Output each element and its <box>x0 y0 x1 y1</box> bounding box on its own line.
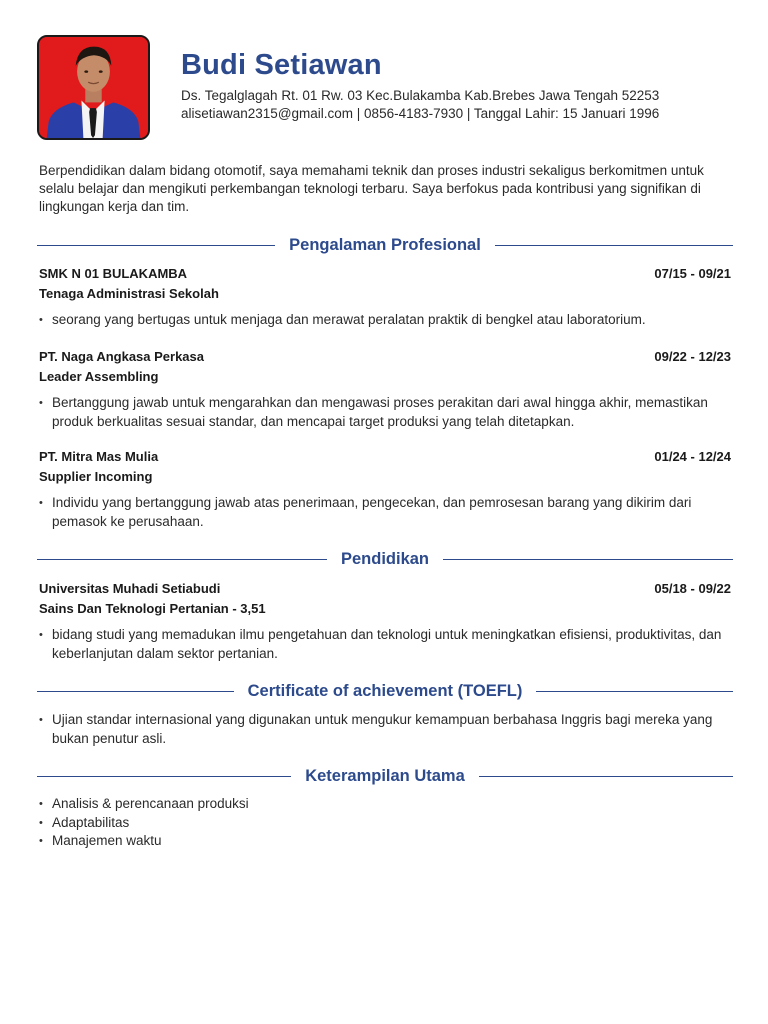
divider <box>479 776 733 777</box>
divider <box>37 691 234 692</box>
date-range: 01/24 - 12/24 <box>654 449 731 464</box>
section-title: Keterampilan Utama <box>305 766 465 785</box>
bullet-item: • bidang studi yang memadukan ilmu pengetahuan dan teknologi untuk meningkatkan efisiensi, produktivitas, dan keberlanjutan dalam sektor pertanian. <box>39 626 731 663</box>
education-bullets <box>39 626 731 663</box>
organization: PT. Mitra Mas Mulia <box>39 449 159 464</box>
organization: PT. Naga Angkasa Perkasa <box>39 349 204 364</box>
bullet-item: • Ujian standar internasional yang digunakan untuk mengukur kemampuan berbahasa Inggris bagi mereka yang bukan penutur asli. <box>39 711 731 748</box>
organization: SMK N 01 BULAKAMBA <box>39 266 188 281</box>
candidate-name: Budi Setiawan <box>181 49 382 81</box>
divider <box>443 559 733 560</box>
section-skills-heading <box>37 765 733 787</box>
experience-entry <box>39 449 731 484</box>
experience-entry <box>39 349 731 384</box>
skill-item: • Adaptabilitas <box>39 814 731 833</box>
bullet-item: • Individu yang bertanggung jawab atas penerimaan, pengecekan, dan pemrosesan barang yang dikirim dari pemasok ke perusahaan. <box>39 494 731 531</box>
experience-bullets <box>39 394 731 431</box>
job-title: Leader Assembling <box>39 369 159 384</box>
institution: Universitas Muhadi Setiabudi <box>39 581 221 596</box>
person-portrait-icon <box>39 37 148 138</box>
section-title: Pendidikan <box>340 549 430 568</box>
bullet-item: • seorang yang bertugas untuk menjaga dan merawat peralatan praktik di bengkel atau laboratorium. <box>39 311 731 330</box>
profile-photo <box>37 35 150 140</box>
divider <box>536 691 733 692</box>
degree: Sains Dan Teknologi Pertanian - 3,51 <box>39 601 266 616</box>
profile-summary: Berpendidikan dalam bidang otomotif, saya memahami teknik dan proses industri sekaligus berkomitmen untuk selalu belajar dan mengikuti perkembangan teknologi terbaru. Saya berfokus pada kontribusi yang signifikan di lingkungan kerja dan tim. <box>39 163 704 214</box>
divider <box>495 245 733 246</box>
section-title: Certificate of achievement (TOEFL) <box>247 681 523 700</box>
date-range: 05/18 - 09/22 <box>654 581 731 596</box>
job-title: Supplier Incoming <box>39 469 153 484</box>
section-title: Pengalaman Profesional <box>289 235 481 254</box>
date-range: 09/22 - 12/23 <box>654 349 731 364</box>
bullet-item: • Bertanggung jawab untuk mengarahkan dan mengawasi proses perakitan dari awal hingga akhir, memastikan produk berkualitas sesuai standar, dan mencapai target produksi yang telah ditetapkan. <box>39 394 731 431</box>
experience-bullets <box>39 494 731 531</box>
divider <box>37 245 275 246</box>
section-education-heading <box>37 548 733 570</box>
skill-item: • Analisis & perencanaan produksi <box>39 795 731 814</box>
address: Ds. Tegalglagah Rt. 01 Rw. 03 Kec.Bulakamba Kab.Brebes Jawa Tengah 52253 <box>181 88 660 103</box>
experience-entry <box>39 266 731 301</box>
contact-info: alisetiawan2315@gmail.com | 0856-4183-7930 | Tanggal Lahir: 15 Januari 1996 <box>181 106 660 121</box>
experience-bullets <box>39 311 731 330</box>
education-entry <box>39 581 731 616</box>
certificate-bullets <box>39 711 731 748</box>
skill-item: • Manajemen waktu <box>39 832 731 851</box>
section-certificate-heading <box>37 680 733 702</box>
job-title: Tenaga Administrasi Sekolah <box>39 286 219 301</box>
date-range: 07/15 - 09/21 <box>654 266 731 281</box>
section-experience-heading <box>37 234 733 256</box>
skills-list <box>39 795 731 851</box>
divider <box>37 559 327 560</box>
divider <box>37 776 291 777</box>
